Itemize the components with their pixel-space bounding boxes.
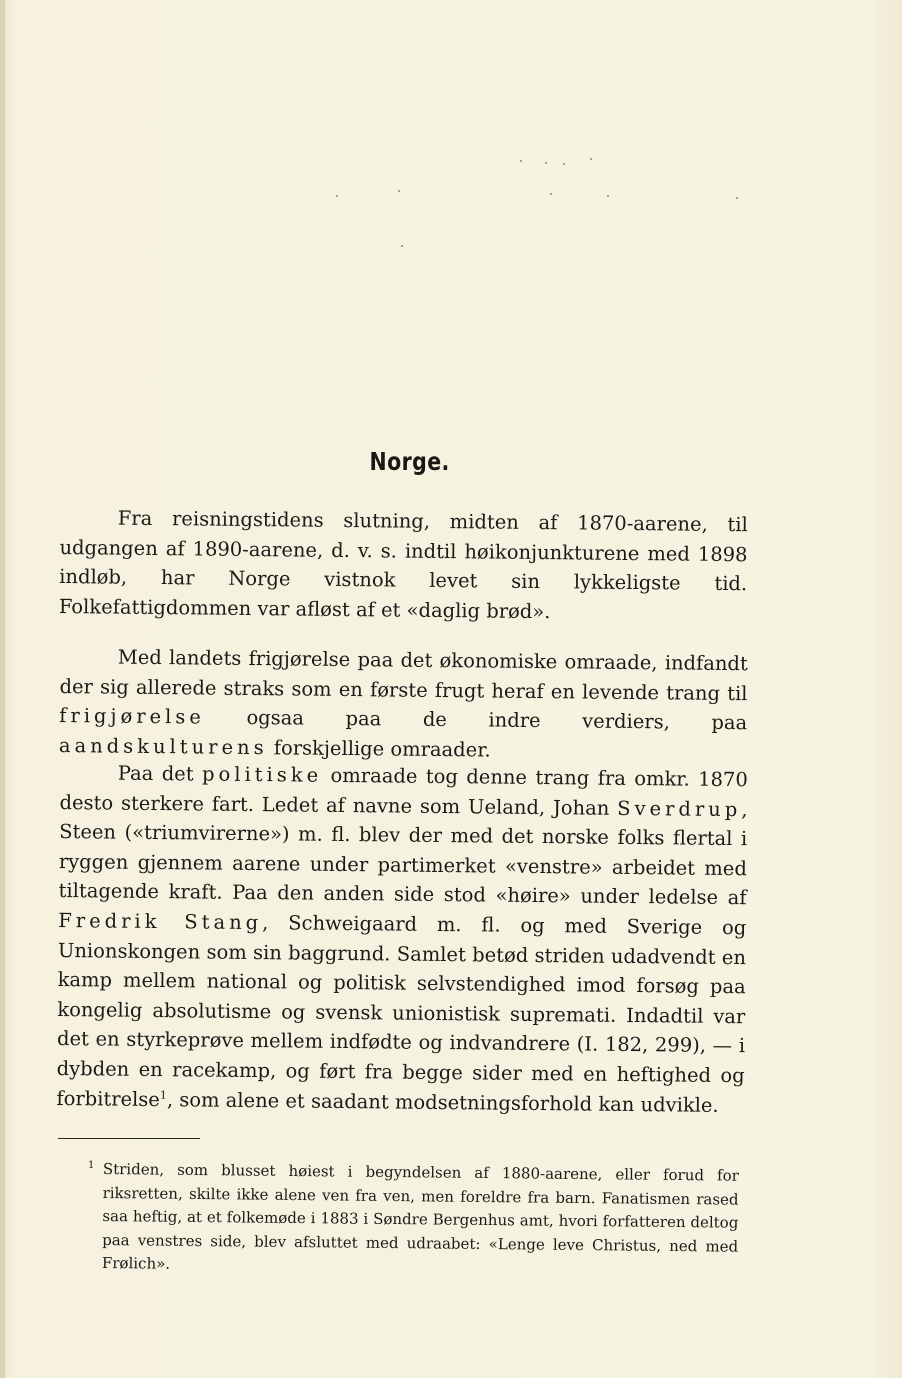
paragraph-2-text-a: Med landets frigjørelse paa det økonomiske omraade, indfandt der sig allerede straks som en første frugt heraf en levende trang til (59, 645, 748, 705)
emphasis-aandskulturens: aandskulturens (58, 733, 268, 759)
emphasis-sverdrup: Sverdrup (617, 796, 742, 821)
paragraph-3-text-b: omraade tog denne trang fra omkr. 1870 desto sterkere fart. Ledet af navne som Ueland, Johan (59, 763, 748, 820)
footnote-text: Striden, som blusset høiest i begyndelsen af 1880-aarene, eller forud for riksretten, skilte ikke alene ven fra ven, men foreldre fra barn. Fanatismen rased saa heftig, at et folkemøde i 1883 i Søndre Bergenhus amt, hvori forfatteren deltog paa venstres side, blev afsluttet med udraabet: «Lenge leve Christus, ned med Frølich». (101, 1159, 739, 1273)
emphasis-politiske: politiske (201, 762, 323, 787)
paragraph-3-text-a: Paa det (117, 761, 203, 786)
paragraph-2-text-b: ogsaa paa de indre verdiers, paa (204, 705, 748, 735)
emphasis-fredrik-stang: Fredrik Stang (58, 908, 263, 935)
footnote-reference[interactable]: 1 (159, 1088, 168, 1102)
paragraph-3 (56, 758, 748, 1120)
footnote-divider (58, 1138, 200, 1139)
paragraph-1-text: Fra reisningstidens slutning, midten af 1870-aarene, til udgangen af 1890-aarene, d. v. s. indtil høikonjunkturene med 1898 indløb, har Norge vistnok levet sin lykkeligste tid. Folkefattigdommen var afløst af et «daglig brød». (58, 506, 748, 623)
paragraph-3-text-d: , Schweigaard m. fl. og med Sverige og Unionskongen som sin baggrund. Samlet betød striden udadvendt en kamp mellem national og politisk selvstendighed imod forsøg paa kongelig absolutisme og svensk unionistisk suprematі. Indadtil var det en styrkeprøve mellem indfødte og indvandrere (I. 182, 299), — i dybden en racekamp, og ført fra begge sider med en heftighed og forbitrelse (56, 911, 747, 1111)
paragraph-3-text-c: , Steen («triumvirerne») m. fl. blev der med det norske folks flertal i ryggen gjennem aarene under partimerket «venstre» arbeidet med tiltagende kraft. Paa den anden side stod «høire» under ledelse af (58, 797, 748, 910)
paragraph-1 (59, 503, 748, 628)
emphasis-frigjorelse: frigjørelse (59, 703, 206, 729)
paragraph-2-text-c: forskjellige omraader. (267, 735, 491, 762)
chapter-title: Norge. (369, 447, 450, 476)
page-edge (0, 0, 5, 1378)
paragraph-2 (59, 642, 748, 767)
footnote-mark: 1 (88, 1160, 95, 1171)
paragraph-3-text-e: , som alene et saadant modsetningsforhold kan udvikle. (166, 1087, 719, 1117)
